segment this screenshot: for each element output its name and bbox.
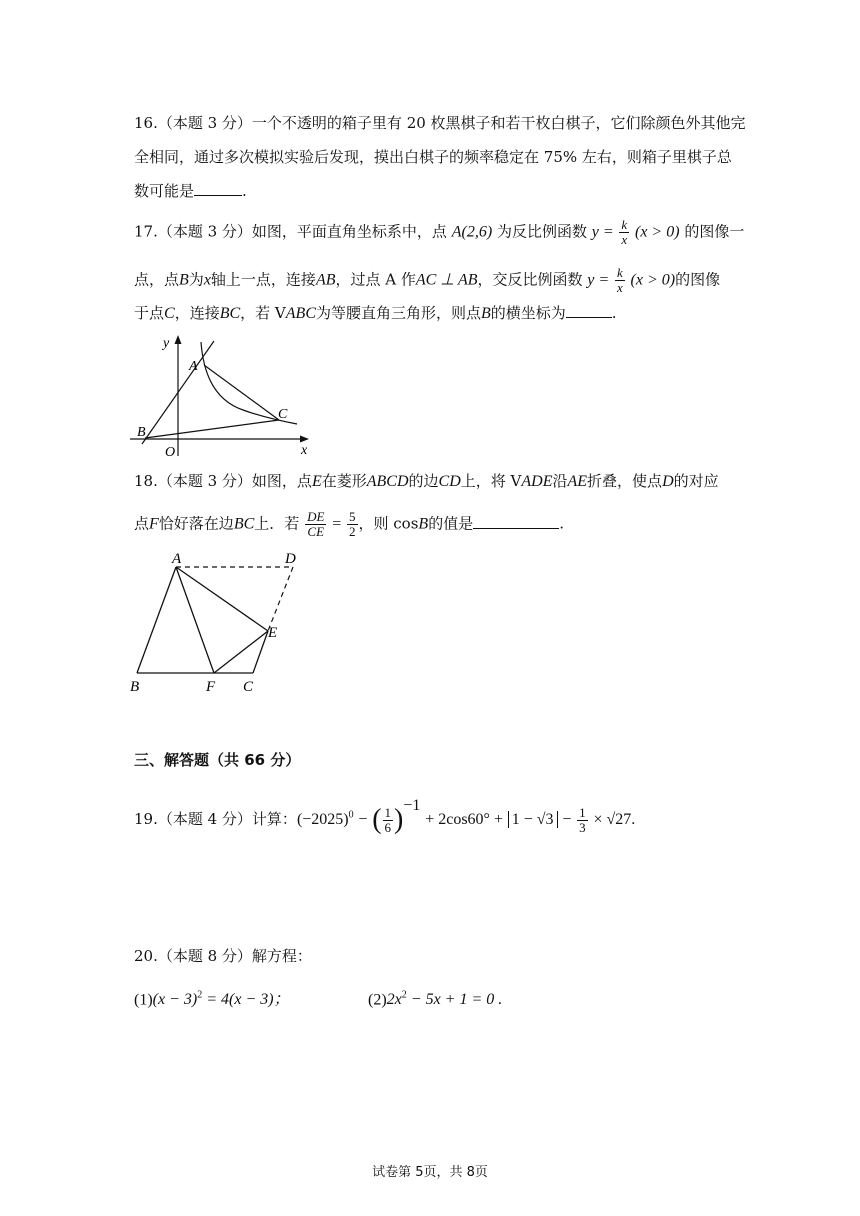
q17-func2-cond: (x > 0) (630, 271, 676, 289)
q17-l3-j: . (611, 304, 617, 322)
section-heading: 三、解答题（共 66 分） (134, 751, 301, 769)
q17-l3-g: 为等腰直角三角形，则点 (315, 304, 481, 322)
q18-side-ab (137, 567, 176, 673)
q18-value-num: 5 (349, 509, 356, 524)
q17-y-arrow (175, 335, 182, 344)
q17-text-a: 17.（本题 3 分）如图，平面直角坐标系中，点 (134, 222, 447, 241)
q18-value-den: 2 (349, 524, 356, 539)
q17-label-b: B (137, 425, 146, 440)
q17-func2-frac (615, 266, 625, 295)
q18-l2-f: ，则 cos (358, 514, 419, 533)
q17-answer-blank (566, 303, 612, 318)
q17-l2-e: 轴上一点，连接 (210, 270, 316, 289)
q16-line2: 全相同，通过多次模拟实验后发现，摸出白棋子的频率稳定在 75% 左右，则箱子里棋子总 (134, 148, 732, 166)
q18-l1-d: ABCD (366, 473, 409, 490)
q18-l2-c: 恰好落在边 (158, 514, 234, 533)
q18-figure (125, 545, 325, 695)
q17-l2-d: x (203, 271, 211, 289)
q18-line2 (134, 510, 564, 539)
q17-l2-b: B (179, 271, 189, 289)
q18-l2-d: BC (233, 515, 255, 533)
q20-eq2-line (368, 986, 502, 1010)
q17-l2-f: AB (315, 271, 336, 289)
q18-eq: = (332, 515, 342, 533)
q18-l1-b: E (311, 473, 322, 490)
q20-eq1 (153, 991, 290, 1008)
q17-figure (125, 332, 315, 462)
q19-term5: × √27 (593, 811, 632, 828)
q18-ratio-den: CE (307, 524, 325, 539)
q17-l3-h: B (481, 305, 491, 322)
q17-func2-num: k (616, 265, 623, 280)
q19-minus1: − (358, 811, 368, 828)
q18-segment-ae (176, 567, 268, 631)
q17-label-x: x (301, 443, 308, 458)
q18-label-b: B (130, 679, 140, 695)
q20-eq2 (387, 991, 503, 1008)
q16-line3-prefix: 数可能是 (134, 182, 195, 200)
q20-title: 20.（本题 8 分）解方程： (134, 947, 312, 965)
q20-eq1-line (134, 986, 290, 1010)
q17-l3-i: 的横坐标为 (490, 304, 566, 322)
q18-answer-blank (473, 514, 559, 529)
q20-eq1-rest: = 4(x − 3)； (206, 991, 290, 1009)
q18-l1-f: CD (438, 473, 461, 490)
q19-frac2-num: 1 (579, 804, 586, 820)
q18-label-d: D (285, 551, 296, 567)
q20-part2-label: (2) (368, 991, 387, 1009)
q18-l1-j: AE (567, 473, 588, 490)
q19-frac1-exp: −1 (403, 797, 421, 814)
q17-line3 (134, 303, 617, 324)
q16-line3-suffix: . (242, 182, 247, 200)
q17-line2 (134, 266, 720, 295)
q18-l2-i: . (559, 514, 564, 533)
q18-l1-g: 上，将 V (460, 472, 522, 490)
q17-func-num: k (621, 217, 628, 232)
q17-point-a: A(2,6) (451, 223, 493, 241)
q19-term3: + 2cos60° + (425, 811, 503, 828)
q19-frac1 (383, 806, 394, 835)
q18-label-f: F (206, 679, 216, 695)
q18-value-frac (347, 510, 358, 539)
q18-l2-e: 上．若 (254, 514, 300, 533)
q18-l1-m: 的对应 (673, 472, 719, 490)
q18-l2-g: B (418, 515, 429, 533)
q20-eq1-base: (x − 3) (152, 991, 198, 1009)
q17-l3-a: 于点 (134, 304, 165, 322)
q18-ratio-frac (305, 510, 326, 539)
q18-l1-a: 18.（本题 3 分）如图，点 (134, 472, 312, 490)
q19-end: . (631, 811, 636, 828)
q17-func-frac (619, 218, 629, 247)
q17-l2-g: ，过点 A 作 (335, 270, 416, 289)
q18-l2-b: F (149, 515, 159, 533)
q17-l3-e: ，若 V (240, 304, 286, 322)
q19-term1 (297, 811, 354, 828)
q17-segment-ac (204, 365, 279, 420)
q18-l1-h: ADE (521, 473, 553, 490)
q19-frac1-den: 6 (384, 819, 392, 835)
q17-l3-c: ，连接 (174, 304, 220, 322)
q19-line (134, 796, 635, 835)
q17-func-cond: (x > 0) (634, 223, 680, 241)
q20-eq1-exp: 2 (197, 990, 203, 1001)
q17-line1 (134, 218, 744, 247)
q18-l1-l: D (662, 473, 674, 490)
q20-eq2-base: 2x (386, 991, 402, 1009)
q17-label-c: C (278, 407, 288, 422)
q19-paren-close: ) (394, 804, 404, 835)
q18-ratio-num: DE (307, 509, 325, 524)
q19-paren-open: ( (372, 804, 382, 835)
q17-label-o: O (165, 445, 176, 460)
q17-text-b: 为反比例函数 (496, 222, 587, 241)
q17-func-den: x (621, 232, 628, 247)
q18-dashed-de (268, 567, 293, 631)
q18-l1-k: 折叠，使点 (587, 472, 663, 490)
q20-part1-label: (1) (134, 991, 153, 1009)
q17-func-y: y = (591, 223, 614, 241)
q17-l2-c: 为 (188, 270, 204, 289)
q16-line3 (134, 181, 247, 201)
q20-eq2-rest: − 5x + 1 = 0 . (410, 991, 503, 1009)
q18-l1-c: 在菱形 (321, 472, 367, 490)
q16-line1: 16.（本题 3 分）一个不透明的箱子里有 20 枚黑棋子和若干枚白棋子，它们除颜色外其他完 (134, 114, 746, 132)
q18-l1-i: 沿 (552, 472, 568, 490)
q19-term1-base: (−2025) (296, 811, 349, 828)
q19-abs-value: 1 − √3 (508, 811, 558, 828)
q17-label-a: A (189, 359, 198, 374)
q18-segment-af (176, 567, 214, 673)
page-footer: 试卷第 5页，共 8页 (372, 1165, 488, 1180)
q18-label-e: E (268, 625, 278, 641)
q19-term1-exp: 0 (348, 809, 354, 821)
q19-minus2: − (562, 811, 572, 828)
q19-frac1-num: 1 (384, 804, 392, 820)
q17-l2-a: 点，点 (134, 270, 180, 289)
q18-label-c: C (243, 679, 254, 695)
q17-text-c: 的图像一 (684, 222, 745, 241)
q17-segment-bc (145, 420, 279, 438)
q17-func2-y: y = (587, 271, 610, 289)
q19-prefix: 19.（本题 4 分）计算： (134, 810, 297, 828)
q17-l3-d: BC (219, 305, 241, 322)
q18-l2-a: 点 (134, 514, 150, 533)
q17-l3-b: C (164, 305, 175, 322)
q19-frac2-den: 3 (579, 819, 586, 835)
q18-l2-h: 的值是 (428, 514, 474, 533)
q16-answer-blank (194, 181, 242, 196)
q17-func2-den: x (616, 280, 623, 295)
q17-l3-f: ABC (285, 305, 316, 322)
q17-l2-h: AC ⊥ AB (415, 271, 478, 289)
q17-label-y: y (163, 336, 170, 351)
q20-eq2-exp: 2 (401, 990, 407, 1001)
q18-l1-e: 的边 (408, 472, 439, 490)
q17-l2-j: 的图像 (675, 270, 721, 289)
q17-l2-i: ，交反比例函数 (477, 270, 583, 289)
q18-line1 (134, 471, 719, 492)
q18-label-a: A (172, 551, 182, 567)
q19-frac2 (577, 806, 588, 835)
q17-x-arrow (300, 436, 309, 443)
